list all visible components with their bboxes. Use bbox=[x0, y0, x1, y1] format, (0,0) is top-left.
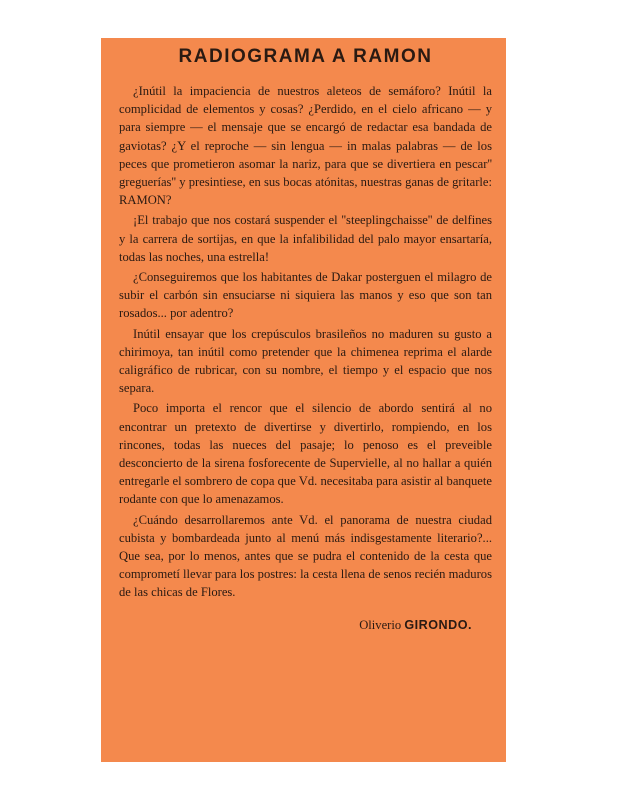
author-signature bbox=[119, 618, 492, 633]
paragraph-5: Poco importa el rencor que el silencio de abordo sentirá al no encontrar un pretexto de divertirse y divertirlo, rompiendo, en los rincones, todas las nueces del pasaje; lo penoso es el preveible desconcierto de la sirena fosforecente de Supervielle, al no hallar a quién entregarle el sombrero de copa que Vd. necesitaba para asistir al banquete rodante con que lo amenazamos. bbox=[119, 401, 492, 507]
paragraph-1: ¿Inútil la impaciencia de nuestros aleteos de semáforo? Inútil la complicidad de elementos y cosas? ¿Perdido, en el cielo africano — y para siempre — el mensaje que se encargó de redactar esa bandada de gaviotas? ¿Y el reproche — sin lengua — in malas palabras — de los peces que prometieron asomar la nariz, para que se divertiera en pescar'' greguerías'' y presintiese, en sus bocas atónitas, nuestras ganas de gritarle: RAMON? bbox=[119, 84, 492, 208]
paragraph-3: ¿Conseguiremos que los habitantes de Dakar posterguen el milagro de subir el carbón sin ensuciarse ni siquiera las manos y eso que son tan rosados... por adentro? bbox=[119, 270, 492, 321]
paragraph-2: ¡El trabajo que nos costará suspender el ''steeplingchaisse'' de delfines y la carrera de sortijas, en que la infalibilidad del palo mayor ensartaría, todas las noches, una estrella! bbox=[119, 213, 492, 264]
article-sheet bbox=[101, 38, 506, 762]
article-title: RADIOGRAMA A RAMON bbox=[178, 46, 433, 67]
author-first-name: Oliverio bbox=[359, 617, 402, 632]
paragraph-4: Inútil ensayar que los crepúsculos brasileños no maduren su gusto a chirimoya, tan inútil como pretender que la chimenea reprima el alarde caligráfico de rubricar, con su nombre, el tiempo y el espacio que nos separa. bbox=[119, 326, 492, 396]
paragraph-6: ¿Cuándo desarrollaremos ante Vd. el panorama de nuestra ciudad cubista y bombardeada junto al menú más indisgestamente literario?... Que sea, por lo menos, antes que se pudra el contenido de la cesta que comprometí llevar para los postres: la cesta llena de senos recién maduros de las chicas de Flores. bbox=[119, 512, 492, 600]
author-last-name: GIRONDO. bbox=[404, 617, 472, 632]
